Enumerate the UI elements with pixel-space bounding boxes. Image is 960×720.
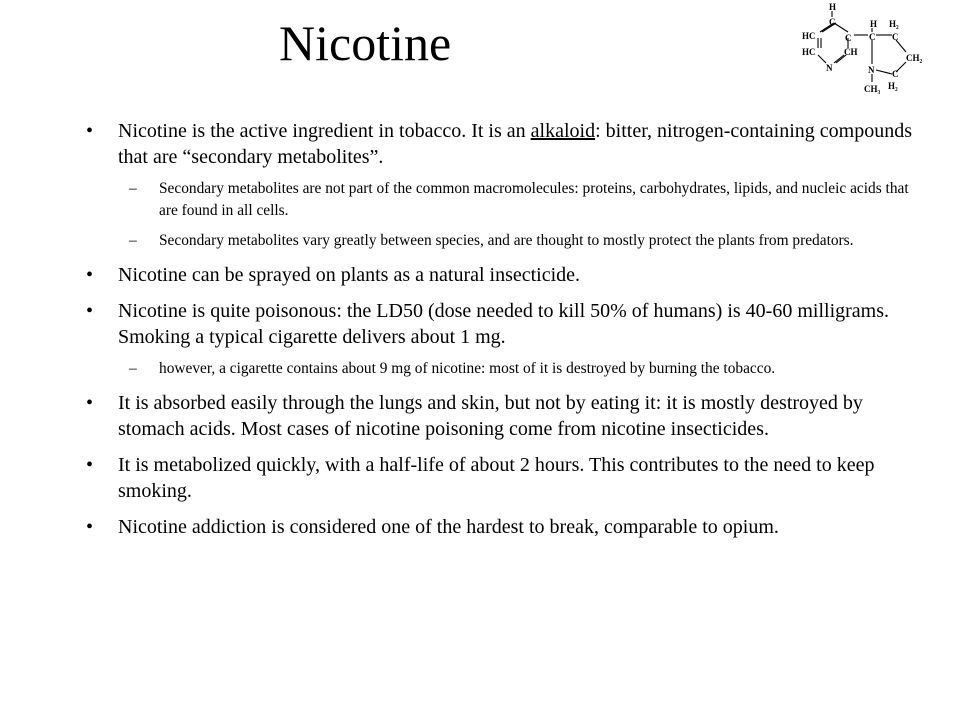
bullet-text: Nicotine is quite poisonous: the LD50 (dose needed to kill 50% of humans) is 40-60 milligrams. Smoking a typical cigarette delivers about 1 mg. xyxy=(118,300,890,348)
atom-c-br: C xyxy=(892,69,899,79)
bullet-insecticide xyxy=(86,262,916,288)
sub-bullet-marker: – xyxy=(129,232,137,249)
bullet-addiction xyxy=(86,514,916,540)
atom-h-top: H xyxy=(829,2,837,12)
bullet-absorption xyxy=(86,390,916,442)
alkaloid-link[interactable]: alkaloid xyxy=(530,120,596,142)
atom-hc-upper: HC xyxy=(802,31,816,41)
atom-n-ring: N xyxy=(826,63,833,73)
atom-c-tr: C xyxy=(892,32,899,42)
atom-h-sp: H xyxy=(870,19,878,29)
bullet-text: Nicotine addiction is considered one of the hardest to break, comparable to opium. xyxy=(118,516,779,538)
atom-h2-bottom: H₂ xyxy=(888,81,898,91)
atom-ch2-right: CH₂ xyxy=(906,53,923,63)
bullet-metabolism xyxy=(86,452,916,504)
nicotine-structure-diagram xyxy=(796,0,936,96)
atom-hc-lower: HC xyxy=(802,47,816,57)
sub-bullet-species xyxy=(86,230,916,252)
sub-bullet-text: Secondary metabolites vary greatly between species, and are thought to mostly protect the plants from predators. xyxy=(159,232,854,249)
bullet-marker: • xyxy=(86,516,94,538)
bullet-text: Nicotine can be sprayed on plants as a natural insecticide. xyxy=(118,264,581,286)
bullet-text: It is metabolized quickly, with a half-life of about 2 hours. This contributes to the need to keep smoking. xyxy=(118,454,875,502)
atom-ch-right: CH xyxy=(844,47,858,57)
sub-bullet-marker: – xyxy=(129,360,137,377)
slide-title: Nicotine xyxy=(279,15,452,71)
bullet-marker: • xyxy=(86,264,94,286)
sub-bullet-text: however, a cigarette contains about 9 mg of nicotine: most of it is destroyed by burning the tobacco. xyxy=(159,360,776,377)
sub-bullet-macromolecules xyxy=(86,178,916,222)
atom-h2-top: H₂ xyxy=(889,19,899,29)
bullet-text-post: : bitter, nitrogen-containing compounds that are “secondary metabolites”. xyxy=(118,120,913,168)
atom-n-pyr: N xyxy=(868,65,875,75)
bullet-marker: • xyxy=(86,454,94,476)
bullet-marker: • xyxy=(86,392,94,414)
bullet-text-pre: Nicotine is the active ingredient in tobacco. It is an xyxy=(118,120,531,142)
bullet-marker: • xyxy=(86,300,94,322)
atom-c-right: C xyxy=(845,33,852,43)
sub-bullet-cigarette xyxy=(86,358,916,380)
bullet-active-ingredient xyxy=(86,118,916,170)
atom-ch3: CH₃ xyxy=(864,84,881,94)
slide-body xyxy=(86,118,916,550)
bullet-text: It is absorbed easily through the lungs and skin, but not by eating it: it is mostly destroyed by stomach acids. Most cases of nicotine poisoning come from nicotine insecticides. xyxy=(118,392,863,440)
atom-c-top: C xyxy=(829,17,836,27)
bullet-marker: • xyxy=(86,120,94,142)
bullet-poisonous xyxy=(86,298,916,350)
sub-bullet-text: Secondary metabolites are not part of the common macromolecules: proteins, carbohydrates, lipids, and nucleic acids that are found in all cells. xyxy=(159,180,909,219)
atom-c-sp: C xyxy=(869,32,876,42)
sub-bullet-marker: – xyxy=(129,180,137,197)
